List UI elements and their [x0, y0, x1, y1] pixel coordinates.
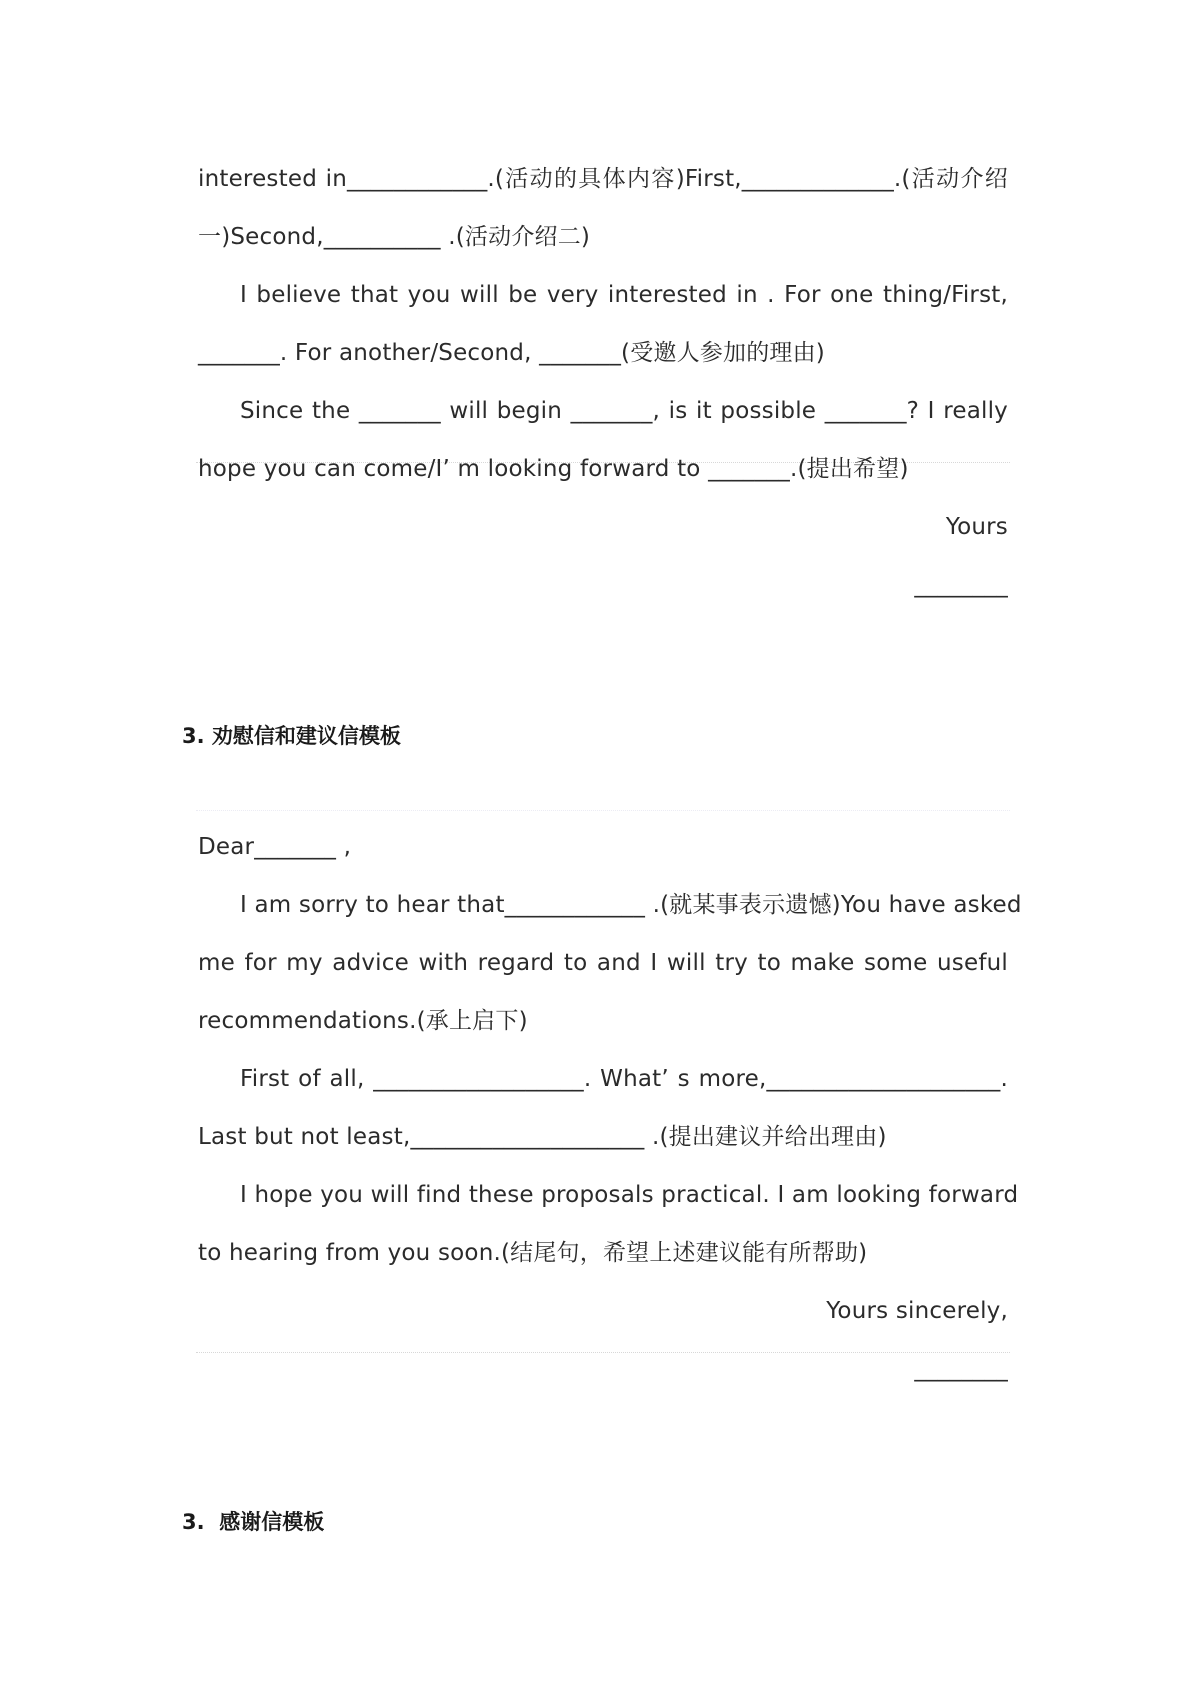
consolation-line-7: to hearing from you soon.(结尾句，希望上述建议能有所帮助)	[198, 1240, 868, 1266]
section-heading-thanks: 3. 感谢信模板	[182, 1510, 325, 1534]
consolation-line-2: me for my advice with regard to and I will try to make some useful	[198, 950, 1008, 976]
invitation-line-5: Since the _______ will begin _______, is it possible _______? I really	[240, 398, 1008, 424]
invitation-line-1: interested in____________.(活动的具体内容)First,_____________.(活动介绍	[198, 166, 1008, 192]
invitation-line-4: _______. For another/Second, _______(受邀人参加的理由)	[198, 340, 825, 366]
invitation-line-6: hope you can come/I’ m looking forward to _______.(提出希望)	[198, 456, 909, 482]
consolation-line-1: I am sorry to hear that____________ .(就某事表示遗憾)You have asked	[240, 892, 1022, 918]
consolation-line-5: Last but not least,____________________ .(提出建议并给出理由)	[198, 1124, 887, 1150]
invitation-line-3: I believe that you will be very interested in . For one thing/First,	[240, 282, 1008, 308]
dotted-divider-2	[196, 1352, 1010, 1353]
consolation-closing: Yours sincerely,	[826, 1298, 1008, 1324]
consolation-greeting: Dear_______ ,	[198, 834, 352, 860]
invitation-signature: ________	[914, 572, 1008, 598]
consolation-signature: ________	[914, 1356, 1008, 1382]
consolation-line-4: First of all, __________________. What’ s more,____________________.	[240, 1066, 1008, 1092]
faint-divider	[196, 810, 1010, 811]
consolation-line-3: recommendations.(承上启下)	[198, 1008, 528, 1034]
consolation-line-6: I hope you will find these proposals practical. I am looking forward	[240, 1182, 1019, 1208]
invitation-line-2: 一)Second,__________ .(活动介绍二)	[198, 224, 591, 250]
invitation-closing: Yours	[945, 514, 1008, 540]
section-heading-consolation: 3. 劝慰信和建议信模板	[182, 724, 401, 748]
